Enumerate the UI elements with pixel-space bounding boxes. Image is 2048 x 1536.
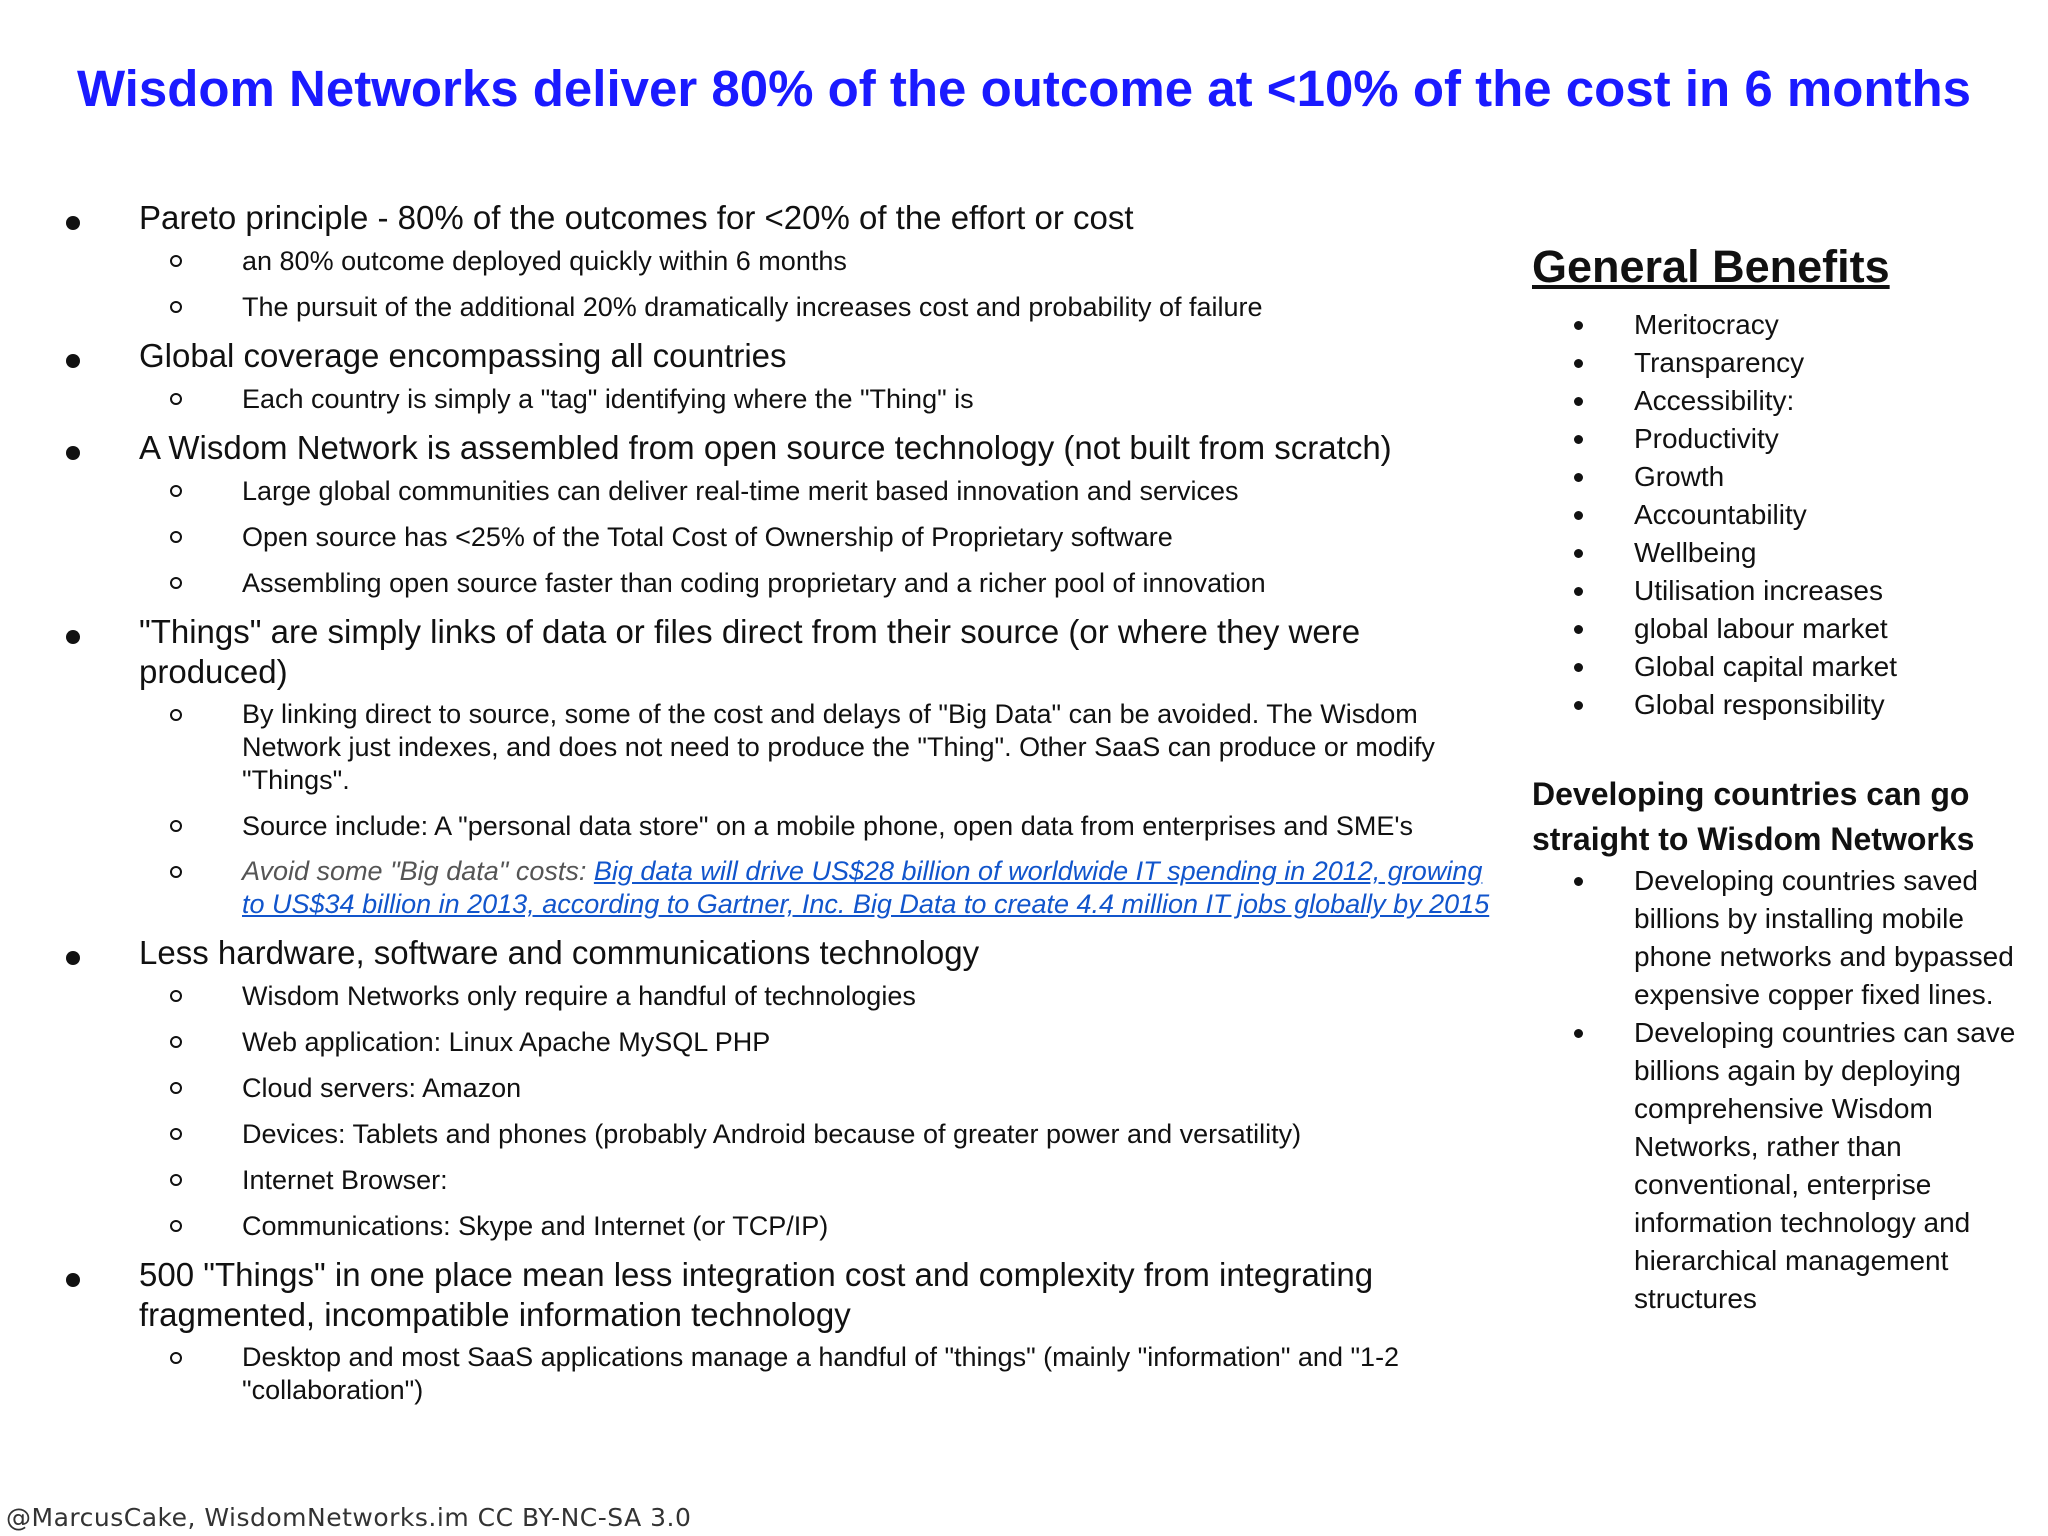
sub-bullet	[60, 1025, 1510, 1059]
sub-bullet	[60, 809, 1510, 843]
sub-bullet-text: an 80% outcome deployed quickly within 6 months	[242, 246, 847, 276]
circle-bullet	[170, 1082, 182, 1094]
circle-bullet	[170, 577, 182, 589]
bullet-text: "Things" are simply links of data or files direct from their source (or where they were produced)	[139, 613, 1361, 690]
benefit-text: global labour market	[1634, 613, 1888, 644]
license-footer: @MarcusCake, WisdomNetworks.im CC BY-NC-SA 3.0	[6, 1503, 692, 1532]
bullet-dot	[1574, 511, 1583, 520]
bullet-dot	[66, 630, 80, 644]
circle-bullet	[170, 301, 182, 313]
sub-bullet-big-data	[60, 855, 1510, 921]
bullet-dot	[1574, 1029, 1583, 1038]
bullet-less-hardware	[60, 933, 1510, 973]
circle-bullet	[170, 393, 182, 405]
bullet-dot	[1574, 663, 1583, 672]
developing-point	[1532, 862, 2032, 1014]
sub-bullet-text: Each country is simply a "tag" identifying where the "Thing" is	[242, 384, 974, 414]
circle-bullet	[170, 485, 182, 497]
sub-bullet	[60, 474, 1510, 508]
benefit-text: Wellbeing	[1634, 537, 1757, 568]
sub-bullet	[60, 290, 1510, 324]
sub-bullet-text: Open source has <25% of the Total Cost of Ownership of Proprietary software	[242, 522, 1173, 552]
sub-bullet	[60, 1071, 1510, 1105]
sub-bullet	[60, 382, 1510, 416]
benefit-item	[1532, 572, 2032, 610]
circle-bullet	[170, 709, 182, 721]
benefit-text: Accountability	[1634, 499, 1807, 530]
bullet-text: 500 "Things" in one place mean less integration cost and complexity from integrating fragmented, incompatible information technology	[139, 1256, 1374, 1333]
bullet-text: Less hardware, software and communications technology	[139, 934, 980, 971]
circle-bullet	[170, 990, 182, 1002]
side-panel	[1532, 240, 2032, 1318]
sub-bullet-text: Source include: A "personal data store" on a mobile phone, open data from enterprises and SME's	[242, 811, 1414, 841]
bullet-500-things	[60, 1255, 1510, 1335]
circle-bullet	[170, 1036, 182, 1048]
bullet-dot	[1574, 435, 1583, 444]
benefit-text: Accessibility:	[1634, 385, 1795, 416]
bullet-things-links	[60, 612, 1510, 692]
circle-bullet	[170, 1352, 182, 1364]
benefit-text: Growth	[1634, 461, 1725, 492]
sub-bullet	[60, 1341, 1510, 1407]
benefit-item	[1532, 306, 2032, 344]
circle-bullet	[170, 820, 182, 832]
circle-bullet	[170, 531, 182, 543]
sub-bullet-text: Wisdom Networks only require a handful of technologies	[242, 981, 916, 1011]
benefit-item	[1532, 686, 2032, 724]
circle-bullet	[170, 1220, 182, 1232]
benefit-text: Meritocracy	[1634, 309, 1779, 340]
developing-countries-heading: Developing countries can go straight to Wisdom Networks	[1532, 776, 1975, 857]
sub-bullet-text: The pursuit of the additional 20% dramatically increases cost and probability of failure	[242, 292, 1263, 322]
sub-bullet	[60, 1163, 1510, 1197]
sub-bullet-text: Devices: Tablets and phones (probably Android because of greater power and versatility)	[242, 1119, 1302, 1149]
bullet-dot	[1574, 549, 1583, 558]
sub-bullet-text: Web application: Linux Apache MySQL PHP	[242, 1027, 771, 1057]
bullet-dot	[1574, 587, 1583, 596]
bullet-dot	[1574, 877, 1583, 886]
sub-bullet-text: Communications: Skype and Internet (or TCP/IP)	[242, 1211, 829, 1241]
benefit-text: Global capital market	[1634, 651, 1898, 682]
sub-bullet-text: Large global communities can deliver real-time merit based innovation and services	[242, 476, 1239, 506]
benefit-item	[1532, 420, 2032, 458]
bullet-pareto	[60, 198, 1510, 238]
bullet-dot	[66, 354, 80, 368]
circle-bullet	[170, 255, 182, 267]
developing-point-text: Developing countries saved billions by installing mobile phone networks and bypassed expensive copper fixed lines.	[1634, 865, 2014, 1010]
bullet-dot	[1574, 321, 1583, 330]
slide-title: Wisdom Networks deliver 80% of the outcome at <10% of the cost in 6 months	[76, 60, 1972, 117]
sub-bullet	[60, 520, 1510, 554]
bullet-text: A Wisdom Network is assembled from open source technology (not built from scratch)	[139, 429, 1392, 466]
benefit-item	[1532, 496, 2032, 534]
bullet-dot	[66, 446, 80, 460]
benefit-text: Transparency	[1634, 347, 1805, 378]
bullet-dot	[66, 951, 80, 965]
bullet-dot	[1574, 397, 1583, 406]
sub-bullet	[60, 979, 1510, 1013]
developing-point-text: Developing countries can save billions again by deploying comprehensive Wisdom Networks, rather than conventional, enterprise information technology and hierarchical management structures	[1634, 1017, 2016, 1314]
circle-bullet	[170, 1174, 182, 1186]
big-data-prefix: Avoid some "Big data" costs:	[242, 856, 587, 886]
benefit-item	[1532, 382, 2032, 420]
sub-bullet-text: By linking direct to source, some of the cost and delays of "Big Data" can be avoided. The Wisdom Network just indexes, and does not need to produce the "Thing". Other SaaS can produce or modify "Things".	[242, 699, 1435, 795]
sub-bullet	[60, 698, 1510, 797]
bullet-dot	[66, 216, 80, 230]
sub-bullet-text: Assembling open source faster than coding proprietary and a richer pool of innovation	[242, 568, 1266, 598]
gartner-big-data-link[interactable]: Big data will drive US$28 billion of worldwide IT spending in 2012, growing to US$34 billion in 2013, according to Gartner, Inc. Big Data to create 4.4 million IT jobs globally by 2015	[242, 856, 1490, 919]
benefit-text: Global responsibility	[1634, 689, 1885, 720]
bullet-text: Global coverage encompassing all countries	[139, 337, 787, 374]
sub-bullet	[60, 1117, 1510, 1151]
benefit-item	[1532, 534, 2032, 572]
developing-point	[1532, 1014, 2032, 1318]
sub-bullet	[60, 566, 1510, 600]
bullet-open-source	[60, 428, 1510, 468]
benefit-text: Productivity	[1634, 423, 1779, 454]
bullet-dot	[1574, 701, 1583, 710]
sub-bullet	[60, 1209, 1510, 1243]
sub-bullet-text: Internet Browser:	[242, 1165, 448, 1195]
sub-bullet-text: Cloud servers: Amazon	[242, 1073, 522, 1103]
bullet-dot	[1574, 473, 1583, 482]
bullet-global-coverage	[60, 336, 1510, 376]
sub-bullet-text: Desktop and most SaaS applications manage a handful of "things" (mainly "information" and "1-2 "collaboration")	[242, 1342, 1400, 1405]
benefit-item	[1532, 458, 2032, 496]
benefit-item	[1532, 648, 2032, 686]
general-benefits-heading: General Benefits	[1532, 241, 1890, 292]
sub-bullet	[60, 244, 1510, 278]
circle-bullet	[170, 1128, 182, 1140]
bullet-dot	[1574, 625, 1583, 634]
bullet-dot	[66, 1273, 80, 1287]
benefit-item	[1532, 344, 2032, 382]
circle-bullet	[170, 866, 182, 878]
bullet-text: Pareto principle - 80% of the outcomes for <20% of the effort or cost	[139, 199, 1134, 236]
benefit-text: Utilisation increases	[1634, 575, 1883, 606]
benefit-item	[1532, 610, 2032, 648]
bullet-dot	[1574, 359, 1583, 368]
main-bullet-list	[60, 198, 1510, 1419]
